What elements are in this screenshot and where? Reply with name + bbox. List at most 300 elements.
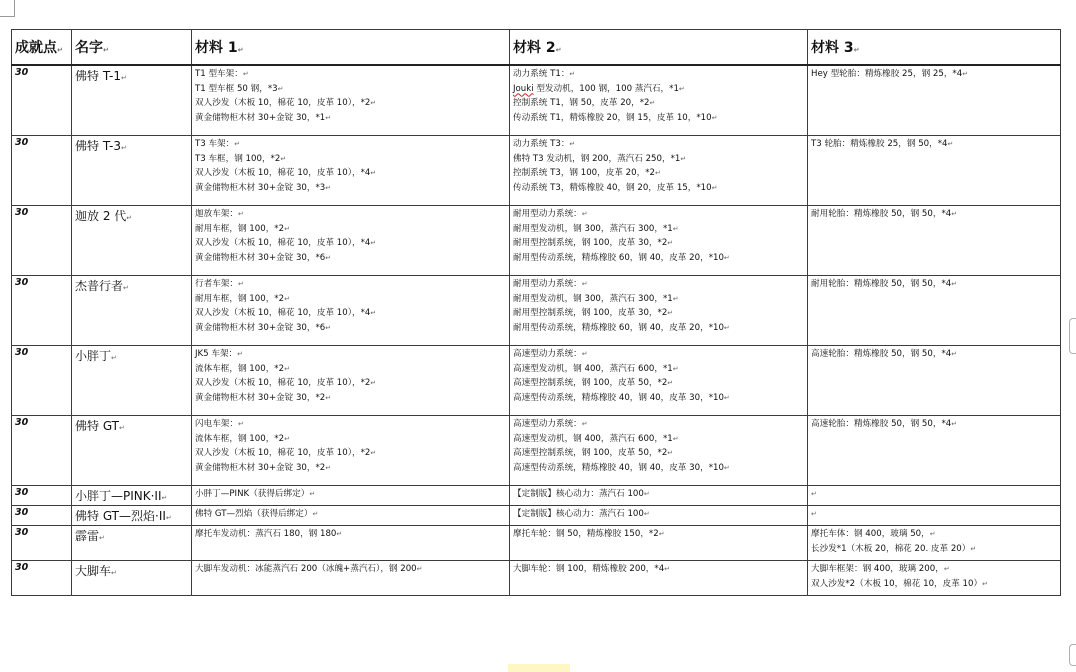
material-text: 双人沙发（木板 10，棉花 10，皮革 10），*4	[195, 308, 371, 318]
material-2-cell	[510, 346, 808, 416]
material-2-cell	[510, 506, 808, 526]
paragraph-mark: ↵	[581, 210, 588, 218]
table-row	[12, 416, 1061, 486]
material-line	[195, 96, 506, 111]
paragraph-mark: ↵	[312, 510, 319, 518]
paragraph-mark: ↵	[325, 183, 332, 192]
paragraph-mark: ↵	[581, 350, 588, 358]
paragraph-mark: ↵	[237, 420, 244, 428]
material-line	[513, 417, 804, 432]
material-line	[513, 376, 804, 391]
paragraph-mark: ↵	[947, 140, 954, 148]
material-line	[513, 251, 804, 266]
material-text: 动力系统 T3：	[513, 139, 570, 149]
material-text: 耐用车框，钢 100，*2	[195, 223, 285, 234]
paragraph-mark: ↵	[951, 210, 958, 218]
table-row	[12, 65, 1061, 136]
material-text: 高速型发动机，钢 400，蒸汽石 600，*1	[513, 363, 673, 374]
material-text: 高速型控制系统，钢 100，皮革 50，*2	[513, 448, 668, 458]
paragraph-mark: ↵	[723, 323, 730, 332]
vehicle-name: 迦放 2 代	[75, 209, 127, 223]
material-text: 黄金储物柜木材 30+金锭 30，*1	[195, 112, 326, 123]
material-line	[513, 527, 804, 542]
paragraph-mark: ↵	[99, 534, 105, 542]
material-line	[195, 236, 506, 251]
paragraph-mark: ↵	[643, 510, 650, 518]
material-text: 迦放车架：	[195, 209, 238, 219]
paragraph-mark: ↵	[237, 280, 244, 288]
paragraph-mark: ↵	[929, 530, 936, 538]
material-2-cell	[510, 136, 808, 206]
material-text: 小胖丁—PINK（获得后绑定）	[195, 489, 310, 499]
material-text: 耐用型动力系统：	[513, 279, 582, 289]
material-text: 高速型传动系统，精炼橡胶 40，钢 40，皮革 30，*10	[513, 462, 724, 473]
paragraph-mark: ↵	[723, 393, 730, 402]
material-line	[513, 82, 804, 97]
paragraph-mark: ↵	[165, 514, 172, 522]
paragraph-mark: ↵	[951, 420, 958, 428]
paragraph-mark: ↵	[951, 350, 958, 358]
paragraph-mark: ↵	[962, 70, 969, 78]
material-line	[513, 446, 804, 461]
material-text: Jouki 型发动机，100 钢，100 蒸汽石，*1	[513, 83, 679, 94]
paragraph-mark: ↵	[161, 494, 168, 502]
material-line	[513, 111, 804, 126]
text-highlight	[508, 664, 570, 672]
material-text: 双人沙发*2（木板 10，棉花 10，皮革 10）	[811, 578, 983, 589]
paragraph-mark: ↵	[970, 544, 977, 553]
paragraph-mark: ↵	[672, 364, 679, 373]
vehicle-name-cell	[72, 416, 192, 486]
material-text: 耐用型控制系统，钢 100，皮革 30，*2	[513, 238, 668, 248]
paragraph-mark: ↵	[309, 490, 316, 498]
material-3-cell	[808, 346, 1061, 416]
paragraph-mark: ↵	[370, 379, 377, 387]
material-1-cell	[192, 486, 510, 506]
material-2-cell	[510, 276, 808, 346]
material-line	[811, 507, 1057, 522]
material-1-cell	[192, 206, 510, 276]
material-text: 高速型发动机，钢 400，蒸汽石 600，*1	[513, 433, 673, 444]
material-line	[513, 236, 804, 251]
material-line	[195, 487, 506, 502]
achievement-points-cell	[12, 276, 72, 346]
spellcheck-word: Jouki	[513, 83, 534, 94]
material-text: 佛特 T3 发动机，钢 200，蒸汽石 250，*1	[513, 153, 681, 164]
material-text: 双人沙发（木板 10，棉花 10，皮革 10），*2	[195, 98, 371, 108]
material-line	[811, 542, 1057, 557]
paragraph-mark: ↵	[325, 393, 332, 402]
vehicle-name: 小胖丁—PINK·II	[75, 489, 162, 503]
paragraph-mark: ↵	[680, 154, 687, 163]
material-line	[195, 391, 506, 406]
material-text: 双人沙发（木板 10，棉花 10，皮革 10），*4	[195, 168, 371, 178]
material-text: 传动系统 T1，精炼橡胶 20，钢 15，皮革 10，*10	[513, 112, 712, 123]
achievement-points-cell	[12, 561, 72, 596]
achievement-points: 30	[15, 417, 29, 428]
material-1-cell	[192, 65, 510, 136]
achievement-points: 30	[15, 207, 29, 218]
material-text: 耐用轮胎：精炼橡胶 50，钢 50，*4	[811, 209, 952, 219]
material-line	[513, 222, 804, 237]
material-1-cell	[192, 506, 510, 526]
material-text: 传动系统 T3，精炼橡胶 40，钢 20，皮革 15，*10	[513, 182, 712, 193]
material-text: 耐用车框，钢 100，*2	[195, 293, 285, 304]
material-text: 闪电车架：	[195, 419, 238, 429]
material-line	[195, 292, 506, 307]
material-text: 黄金储物柜木材 30+金锭 30，*2	[195, 392, 326, 403]
material-text: 佛特 GT—烈焰（获得后绑定）	[195, 509, 313, 519]
paragraph-mark: ↵	[111, 354, 117, 362]
material-line	[811, 137, 1057, 152]
paragraph-mark: ↵	[982, 579, 988, 588]
header-cell: 名字↵	[72, 30, 192, 66]
header-cell: 成就点↵	[12, 30, 72, 66]
material-text: 动力系统 T1：	[513, 69, 570, 79]
material-text: 黄金储物柜木材 30+金锭 30，*3	[195, 182, 326, 193]
achievement-points-cell	[12, 65, 72, 136]
achievement-points-cell	[12, 206, 72, 276]
material-1-cell	[192, 346, 510, 416]
material-3-cell	[808, 65, 1061, 136]
paragraph-mark: ↵	[667, 309, 674, 317]
table-row	[12, 486, 1061, 506]
material-text: 黄金储物柜木材 30+金锭 30，*2	[195, 462, 326, 473]
material-line	[811, 527, 1057, 542]
paragraph-mark: ↵	[649, 99, 656, 107]
material-1-cell	[192, 561, 510, 596]
material-line	[195, 277, 506, 292]
material-text: T3 车框，钢 100，*2	[195, 153, 281, 164]
material-2-cell	[510, 526, 808, 561]
paragraph-mark: ↵	[711, 183, 718, 192]
achievement-points: 30	[15, 487, 29, 498]
material-1-cell	[192, 276, 510, 346]
paragraph-mark: ↵	[951, 280, 958, 288]
material-text: 长沙发*1（木板 20，棉花 20. 皮革 20）	[811, 543, 971, 554]
material-1-cell	[192, 526, 510, 561]
material-2-cell	[510, 416, 808, 486]
material-line	[513, 207, 804, 222]
table-row	[12, 346, 1061, 416]
achievement-points: 30	[15, 137, 29, 148]
paragraph-mark: ↵	[123, 284, 129, 292]
vehicle-name-cell	[72, 486, 192, 506]
achievement-points-cell	[12, 416, 72, 486]
vehicle-name: 杰普行者	[75, 279, 124, 293]
paragraph-mark: ↵	[943, 565, 950, 573]
vehicle-name-cell	[72, 526, 192, 561]
achievement-points-cell	[12, 526, 72, 561]
material-text: 黄金储物柜木材 30+金锭 30，*6	[195, 322, 326, 333]
material-line	[195, 137, 506, 152]
material-line	[195, 347, 506, 362]
material-2-cell	[510, 65, 808, 136]
material-line	[513, 181, 804, 196]
material-text: 耐用轮胎：精炼橡胶 50，钢 50，*4	[811, 279, 952, 289]
table-row	[12, 526, 1061, 561]
vehicle-name-cell	[72, 506, 192, 526]
paragraph-mark: ↵	[811, 490, 817, 498]
paragraph-mark: ↵	[121, 74, 127, 82]
material-line	[513, 461, 804, 476]
material-text: 黄金储物柜木材 30+金锭 30，*6	[195, 252, 326, 263]
material-3-cell	[808, 561, 1061, 596]
material-text: 双人沙发（木板 10，棉花 10，皮革 10），*4	[195, 238, 371, 248]
material-line	[811, 67, 1057, 82]
paragraph-mark: ↵	[569, 140, 576, 148]
material-line	[513, 292, 804, 307]
material-line	[513, 277, 804, 292]
table-row	[12, 206, 1061, 276]
table-body	[12, 65, 1061, 596]
material-line	[811, 487, 1057, 502]
paragraph-mark: ↵	[723, 253, 730, 262]
paragraph-mark: ↵	[672, 434, 679, 443]
material-line	[195, 562, 506, 577]
material-line	[811, 207, 1057, 222]
material-line	[195, 376, 506, 391]
vehicle-name: 小胖丁	[75, 349, 112, 363]
material-line	[195, 527, 506, 542]
material-line	[513, 432, 804, 447]
material-line	[811, 417, 1057, 432]
paragraph-mark: ↵	[370, 449, 377, 457]
header-cell: 材料 1↵	[192, 30, 510, 66]
vehicle-name-cell	[72, 136, 192, 206]
material-text: 双人沙发（木板 10，棉花 10，皮革 10），*2	[195, 448, 371, 458]
material-3-cell	[808, 416, 1061, 486]
material-line	[195, 181, 506, 196]
material-text: 高速轮胎：精炼橡胶 50，钢 50，*4	[811, 419, 952, 429]
material-text: 耐用型发动机，钢 300，蒸汽石 300，*1	[513, 293, 673, 304]
table-row	[12, 276, 1061, 346]
material-line	[513, 166, 804, 181]
material-text: T3 轮胎：精炼橡胶 25，钢 50，*4	[811, 139, 948, 149]
material-3-cell	[808, 506, 1061, 526]
paragraph-mark: ↵	[119, 424, 125, 432]
material-line	[195, 432, 506, 447]
material-text: 控制系统 T3，钢 100，皮革 20，*2	[513, 168, 655, 178]
material-text: 【定制版】核心动力：蒸汽石 100	[513, 509, 644, 519]
material-text: 【定制版】核心动力：蒸汽石 100	[513, 489, 644, 499]
material-line	[195, 67, 506, 82]
material-line	[195, 152, 506, 167]
paragraph-mark: ↵	[664, 565, 671, 573]
material-line	[195, 166, 506, 181]
paragraph-mark: ↵	[711, 113, 718, 122]
paragraph-mark: ↵	[370, 169, 377, 177]
paragraph-mark: ↵	[416, 565, 423, 573]
paragraph-mark: ↵	[581, 280, 588, 288]
paragraph-mark: ↵	[667, 239, 674, 247]
paragraph-mark: ↵	[811, 510, 817, 518]
paragraph-mark: ↵	[121, 144, 127, 152]
material-text: T1 型车架：	[195, 69, 243, 79]
material-3-cell	[808, 486, 1061, 506]
material-1-cell	[192, 136, 510, 206]
material-text: 大脚车框架：钢 400，玻璃 200，	[811, 564, 944, 574]
header-cell: 材料 2↵	[510, 30, 808, 66]
table-row	[12, 506, 1061, 526]
material-3-cell	[808, 276, 1061, 346]
material-2-cell	[510, 561, 808, 596]
material-line	[513, 362, 804, 377]
achievement-points-cell	[12, 136, 72, 206]
page-corner-marker	[0, 0, 15, 17]
material-text: 耐用型控制系统，钢 100，皮革 30，*2	[513, 308, 668, 318]
vehicle-name: 佛特 GT—烈焰·II	[75, 509, 166, 523]
paragraph-mark: ↵	[284, 294, 290, 303]
material-line	[811, 347, 1057, 362]
vehicle-name-cell	[72, 346, 192, 416]
achievement-points: 30	[15, 277, 29, 288]
vehicle-name-cell	[72, 65, 192, 136]
achievement-points-cell	[12, 506, 72, 526]
material-text: 高速型动力系统：	[513, 419, 582, 429]
material-line	[195, 417, 506, 432]
material-line	[513, 487, 804, 502]
material-text: JK5 车架：	[195, 349, 238, 359]
achievement-points: 30	[15, 507, 29, 518]
material-line	[195, 321, 506, 336]
paragraph-mark: ↵	[672, 224, 679, 233]
paragraph-mark: ↵	[370, 239, 377, 247]
material-text: 摩托车体：钢 400，玻璃 50，	[811, 529, 930, 539]
vehicle-name: 大脚车	[75, 564, 112, 578]
material-line	[513, 152, 804, 167]
crafting-table	[11, 29, 1061, 596]
paragraph-mark: ↵	[325, 113, 332, 122]
vehicle-name: 霹雷	[75, 529, 100, 543]
material-text: 流体车框，钢 100，*2	[195, 363, 285, 374]
material-text: 高速型动力系统：	[513, 349, 582, 359]
material-text: 耐用型传动系统，精炼橡胶 60，钢 40，皮革 20，*10	[513, 322, 724, 333]
achievement-points-cell	[12, 486, 72, 506]
material-text: 耐用型发动机，钢 300，蒸汽石 300，*1	[513, 223, 673, 234]
material-text: 控制系统 T1，钢 50，皮革 20，*2	[513, 98, 650, 108]
paragraph-mark: ↵	[643, 490, 650, 498]
material-2-cell	[510, 486, 808, 506]
material-text: 大脚车发动机：冰能蒸汽石 200（冰魄+蒸汽石），钢 200	[195, 564, 417, 574]
scroll-handle[interactable]	[1069, 318, 1076, 354]
material-2-cell	[510, 206, 808, 276]
material-line	[513, 562, 804, 577]
material-3-cell	[808, 526, 1061, 561]
paragraph-mark: ↵	[325, 463, 332, 472]
paragraph-mark: ↵	[325, 253, 332, 262]
vehicle-name: 佛特 GT	[75, 419, 120, 433]
vehicle-name: 佛特 T-3	[75, 139, 122, 153]
paragraph-mark: ↵	[370, 99, 377, 107]
material-text: Hey 型轮胎：精炼橡胶 25，钢 25，*4	[811, 69, 963, 79]
paragraph-mark: ↵	[234, 140, 241, 148]
material-text: 摩托车发动机：蒸汽石 180，钢 180	[195, 529, 337, 539]
material-line	[195, 82, 506, 97]
material-line	[513, 347, 804, 362]
material-line	[195, 507, 506, 522]
table-row	[12, 561, 1061, 596]
material-text: 大脚车轮：钢 100，精炼橡胶 200，*4	[513, 564, 665, 574]
material-text: T1 型车框 50 钢，*3	[195, 83, 278, 94]
material-text: 高速轮胎：精炼橡胶 50，钢 50，*4	[811, 349, 952, 359]
material-line	[195, 111, 506, 126]
paragraph-mark: ↵	[325, 323, 332, 332]
material-line	[513, 391, 804, 406]
material-line	[513, 96, 804, 111]
material-1-cell	[192, 416, 510, 486]
material-line	[811, 577, 1057, 592]
material-line	[195, 207, 506, 222]
paragraph-mark: ↵	[667, 379, 674, 387]
paragraph-mark: ↵	[277, 84, 284, 93]
paragraph-mark: ↵	[237, 210, 244, 218]
paragraph-mark: ↵	[370, 309, 377, 317]
material-text: 摩托车轮：钢 50，精炼橡胶 150，*2	[513, 529, 659, 539]
material-text: 耐用型传动系统，精炼橡胶 60，钢 40，皮革 20，*10	[513, 252, 724, 263]
material-line	[195, 362, 506, 377]
material-line	[195, 306, 506, 321]
material-line	[811, 277, 1057, 292]
material-line	[513, 67, 804, 82]
header-cell: 材料 3↵	[808, 30, 1061, 66]
paragraph-mark: ↵	[336, 530, 343, 538]
material-line	[513, 306, 804, 321]
vehicle-name-cell	[72, 206, 192, 276]
achievement-points-cell	[12, 346, 72, 416]
material-line	[811, 562, 1057, 577]
achievement-points: 30	[15, 67, 29, 78]
paragraph-mark: ↵	[280, 154, 287, 163]
paragraph-mark: ↵	[237, 350, 244, 358]
material-text: 行者车架：	[195, 279, 238, 289]
paragraph-mark: ↵	[284, 364, 290, 373]
paragraph-mark: ↵	[242, 70, 249, 78]
material-text: 耐用型动力系统：	[513, 209, 582, 219]
paragraph-mark: ↵	[126, 214, 133, 222]
material-3-cell	[808, 136, 1061, 206]
paragraph-mark: ↵	[284, 224, 290, 233]
paragraph-mark: ↵	[581, 420, 588, 428]
paragraph-mark: ↵	[672, 294, 679, 303]
paragraph-mark: ↵	[111, 569, 117, 577]
material-line	[195, 461, 506, 476]
paragraph-mark: ↵	[658, 530, 665, 538]
achievement-points: 30	[15, 347, 29, 358]
material-text: 双人沙发（木板 10，棉花 10，皮革 10），*2	[195, 378, 371, 388]
material-line	[195, 446, 506, 461]
material-text: 高速型控制系统，钢 100，皮革 50，*2	[513, 378, 668, 388]
vehicle-name: 佛特 T-1	[75, 69, 122, 83]
paragraph-mark: ↵	[284, 434, 290, 443]
vehicle-name-cell	[72, 276, 192, 346]
material-text: 高速型传动系统，精炼橡胶 40，钢 40，皮革 30，*10	[513, 392, 724, 403]
achievement-points: 30	[15, 562, 29, 573]
table-row	[12, 136, 1061, 206]
material-line	[195, 222, 506, 237]
paragraph-mark: ↵	[569, 70, 576, 78]
material-text: T3 车架：	[195, 139, 235, 149]
material-line	[513, 507, 804, 522]
paragraph-mark: ↵	[678, 84, 685, 93]
paragraph-mark: ↵	[654, 169, 661, 177]
paragraph-mark: ↵	[667, 449, 674, 457]
material-line	[195, 251, 506, 266]
table-header-row	[12, 30, 1061, 66]
scroll-handle-bottom[interactable]	[1069, 644, 1076, 666]
achievement-points: 30	[15, 527, 29, 538]
material-text: 流体车框，钢 100，*2	[195, 433, 285, 444]
